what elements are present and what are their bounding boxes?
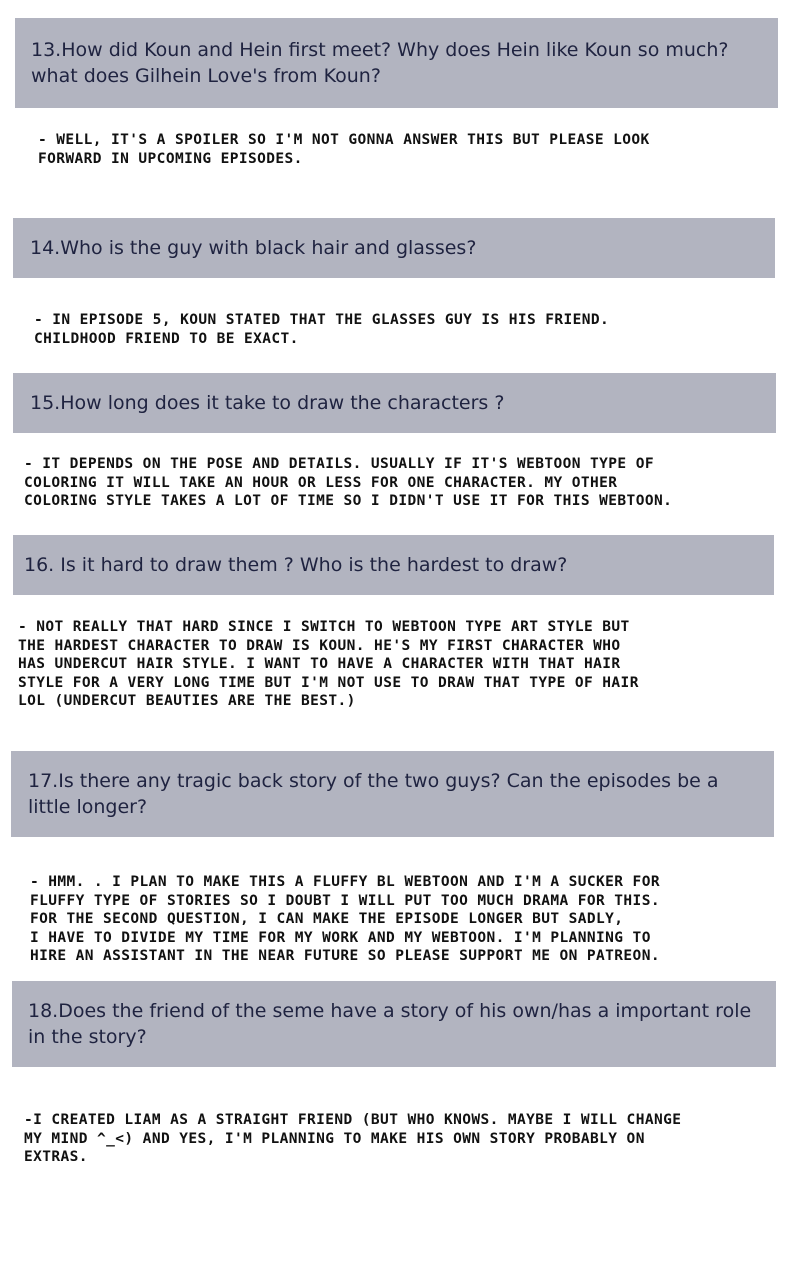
- question-box: [11, 751, 774, 837]
- answer-text: - NOT REALLY THAT HARD SINCE I SWITCH TO WEBTOON TYPE ART STYLE BUT THE HARDEST CHARACTER TO DRAW IS KOUN. HE'S MY FIRST CHARACTER WHO HAS UNDERCUT HAIR STYLE. I WANT TO HAVE A CHARACTER WITH THAT HAIR STYLE FOR A VERY LONG TIME BUT I'M NOT USE TO DRAW THAT TYPE OF HAIR LOL (UNDERCUT BEAUTIES ARE THE BEST.): [18, 619, 639, 709]
- question-box: [13, 535, 774, 595]
- question-text: 15.How long does it take to draw the characters ?: [30, 392, 505, 414]
- answer-text: - IN EPISODE 5, KOUN STATED THAT THE GLASSES GUY IS HIS FRIEND. CHILDHOOD FRIEND TO BE EXACT.: [34, 312, 610, 347]
- question-text: 14.Who is the guy with black hair and glasses?: [30, 237, 477, 259]
- answer-text: -I CREATED LIAM AS A STRAIGHT FRIEND (BUT WHO KNOWS. MAYBE I WILL CHANGE MY MIND ^_<) AND YES, I'M PLANNING TO MAKE HIS OWN STORY PROBABLY ON EXTRAS.: [24, 1112, 682, 1165]
- question-box: [15, 18, 778, 108]
- answer-text: - WELL, IT'S A SPOILER SO I'M NOT GONNA ANSWER THIS BUT PLEASE LOOK FORWARD IN UPCOMING EPISODES.: [38, 132, 650, 167]
- answer-text: - IT DEPENDS ON THE POSE AND DETAILS. USUALLY IF IT'S WEBTOON TYPE OF COLORING IT WILL TAKE AN HOUR OR LESS FOR ONE CHARACTER. MY OTHER COLORING STYLE TAKES A LOT OF TIME SO I DIDN'T USE IT FOR THIS WEBTOON.: [24, 456, 673, 509]
- question-text: 13.How did Koun and Hein first meet? Why does Hein like Koun so much? what does Gilhein Love's from Koun?: [31, 39, 729, 87]
- question-box: [13, 373, 776, 433]
- question-text: 18.Does the friend of the seme have a story of his own/has a important role in the story?: [28, 1000, 752, 1048]
- question-box: [13, 218, 775, 278]
- question-box: [12, 981, 776, 1067]
- question-text: 17.Is there any tragic back story of the two guys? Can the episodes be a little longer?: [28, 770, 719, 818]
- answer-text: - HMM. . I PLAN TO MAKE THIS A FLUFFY BL WEBTOON AND I'M A SUCKER FOR FLUFFY TYPE OF STORIES SO I DOUBT I WILL PUT TOO MUCH DRAMA FOR THIS. FOR THE SECOND QUESTION, I CAN MAKE THE EPISODE LONGER BUT SADLY, I HAVE TO DIVIDE MY TIME FOR MY WORK AND MY WEBTOON. I'M PLANNING TO HIRE AN ASSISTANT IN THE NEAR FUTURE SO PLEASE SUPPORT ME ON PATREON.: [30, 874, 660, 964]
- question-text: 16. Is it hard to draw them ? Who is the hardest to draw?: [24, 554, 568, 576]
